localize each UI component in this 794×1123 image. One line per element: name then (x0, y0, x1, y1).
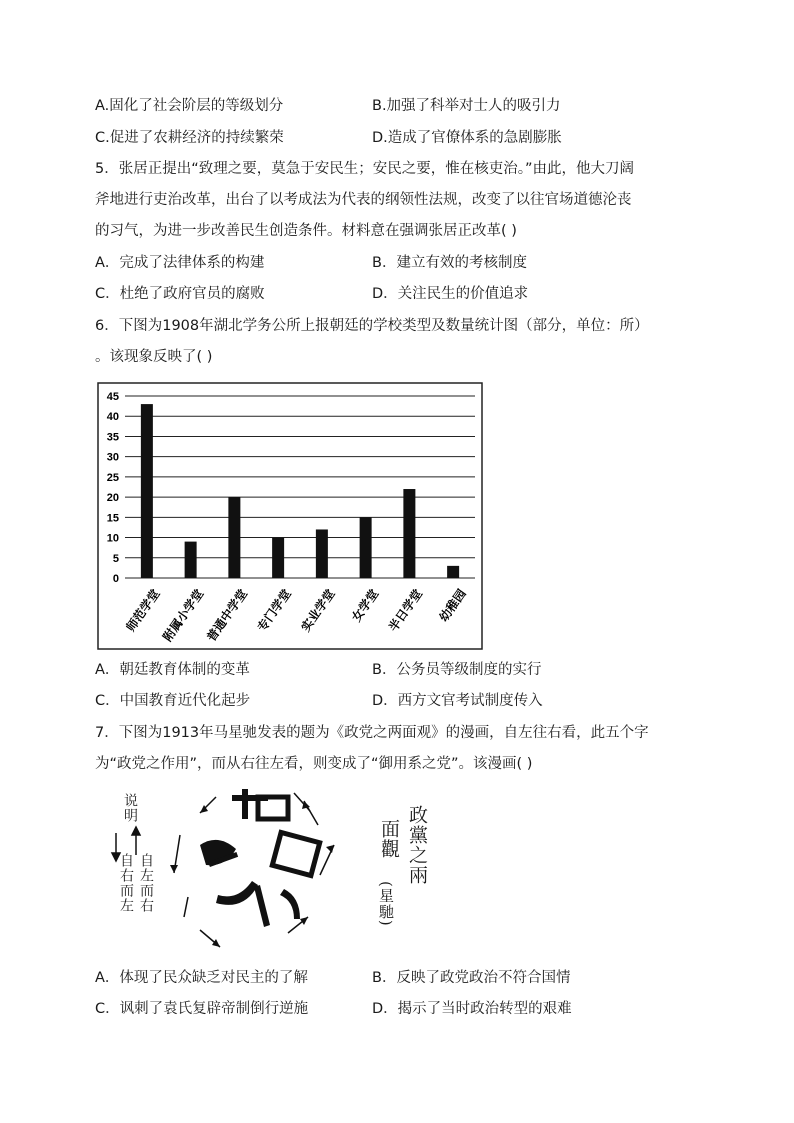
q6-option-b: B．公务员等级制度的实行 (372, 662, 542, 678)
bar-5 (316, 529, 328, 578)
bar-3 (228, 497, 240, 578)
q7-option-d: D．揭示了当时政治转型的艰难 (372, 1001, 572, 1017)
y-tick-label: 10 (106, 532, 119, 545)
bar-1 (141, 404, 153, 578)
q6-option-c: C．中国教育近代化起步 (95, 693, 251, 709)
q4-option-c: C.促进了农耕经济的持续繁荣 (95, 130, 284, 146)
y-tick-label: 5 (112, 552, 119, 565)
q7-option-c: C．讽刺了袁氏复辟帝制倒行逆施 (95, 1001, 309, 1017)
x-category-label: 半日学堂 (386, 586, 426, 635)
school-count-bar-chart (97, 382, 483, 650)
q5-stem-line-3: 的习气，为进一步改善民生创造条件。材料意在强调张居正改革( ) (95, 223, 517, 239)
cartoon-note-left-to-right: 自左而右 (138, 853, 154, 913)
cartoon-image (108, 785, 438, 955)
y-tick-label: 0 (112, 573, 119, 585)
y-tick-label: 35 (106, 431, 119, 444)
q6-stem-line-1: 6．下图为1908年湖北学务公所上报朝廷的学校类型及数量统计图（部分，单位：所） (95, 318, 649, 334)
bar-6 (360, 517, 372, 578)
q7-stem-line-2: 为“政党之作用”，而从右往左看，则变成了“御用系之党”。该漫画( ) (95, 756, 533, 772)
y-tick-label: 20 (106, 492, 119, 505)
cartoon-signature: (星馳) (377, 881, 395, 927)
y-tick-label: 30 (106, 451, 119, 464)
q5-option-a: A．完成了法律体系的构建 (95, 255, 265, 271)
q6-stem-line-2: 。该现象反映了( ) (95, 349, 213, 365)
cartoon-title-line-1: 政黨之兩 (406, 805, 428, 885)
q4-option-d: D.造成了官僚体系的急剧膨胀 (372, 130, 562, 146)
chart-frame (98, 383, 482, 649)
x-category-label: 专门学堂 (254, 586, 294, 635)
x-category-label: 女学堂 (349, 586, 382, 625)
y-tick-label: 15 (106, 512, 119, 525)
x-category-label: 师范学堂 (123, 586, 163, 635)
q5-option-c: C．杜绝了政府官员的腐败 (95, 286, 265, 302)
bar-2 (185, 542, 197, 578)
cartoon-note-label: 说明 (122, 793, 138, 823)
q5-stem-line-2: 斧地进行吏治改革，出台了以考成法为代表的纲领性法规，改变了以往官场道德沦丧 (95, 192, 632, 208)
cartoon-title-line-2: 面觀 (378, 819, 400, 859)
x-category-label: 附属小学堂 (160, 586, 207, 644)
q7-option-b: B．反映了政党政治不符合国情 (372, 970, 571, 986)
cartoon-note-right-to-left: 自右而左 (118, 853, 134, 913)
bar-8 (447, 566, 459, 578)
x-category-label: 实业学堂 (298, 586, 338, 635)
arrow-icon (112, 827, 140, 861)
q5-option-d: D．关注民生的价值追求 (372, 286, 529, 302)
q5-option-b: B．建立有效的考核制度 (372, 255, 527, 271)
q7-stem-line-1: 7．下图为1913年马星驰发表的题为《政党之两面观》的漫画，自左往右看，此五个字 (95, 725, 649, 741)
q5-stem-line-1: 5．张居正提出“致理之要，莫急于安民生；安民之要，惟在核吏治。”由此，他大刀阔 (95, 161, 634, 177)
x-category-label: 幼稚园 (436, 586, 469, 625)
q6-option-d: D．西方文官考试制度传入 (372, 693, 543, 709)
q6-option-a: A．朝廷教育体制的变革 (95, 662, 250, 678)
cartoon-drawing (108, 785, 438, 955)
y-tick-label: 45 (106, 391, 119, 403)
bar-4 (272, 538, 284, 578)
x-category-label: 普通中学堂 (204, 586, 251, 644)
y-tick-label: 40 (106, 411, 119, 424)
bar-7 (403, 489, 415, 578)
q4-option-a: A.固化了社会阶层的等级划分 (95, 98, 284, 114)
y-tick-label: 25 (106, 471, 119, 484)
q4-option-b: B.加强了科举对士人的吸引力 (372, 98, 561, 114)
ambigram-characters-icon (200, 789, 320, 927)
q7-option-a: A．体现了民众缺乏对民主的了解 (95, 970, 308, 986)
